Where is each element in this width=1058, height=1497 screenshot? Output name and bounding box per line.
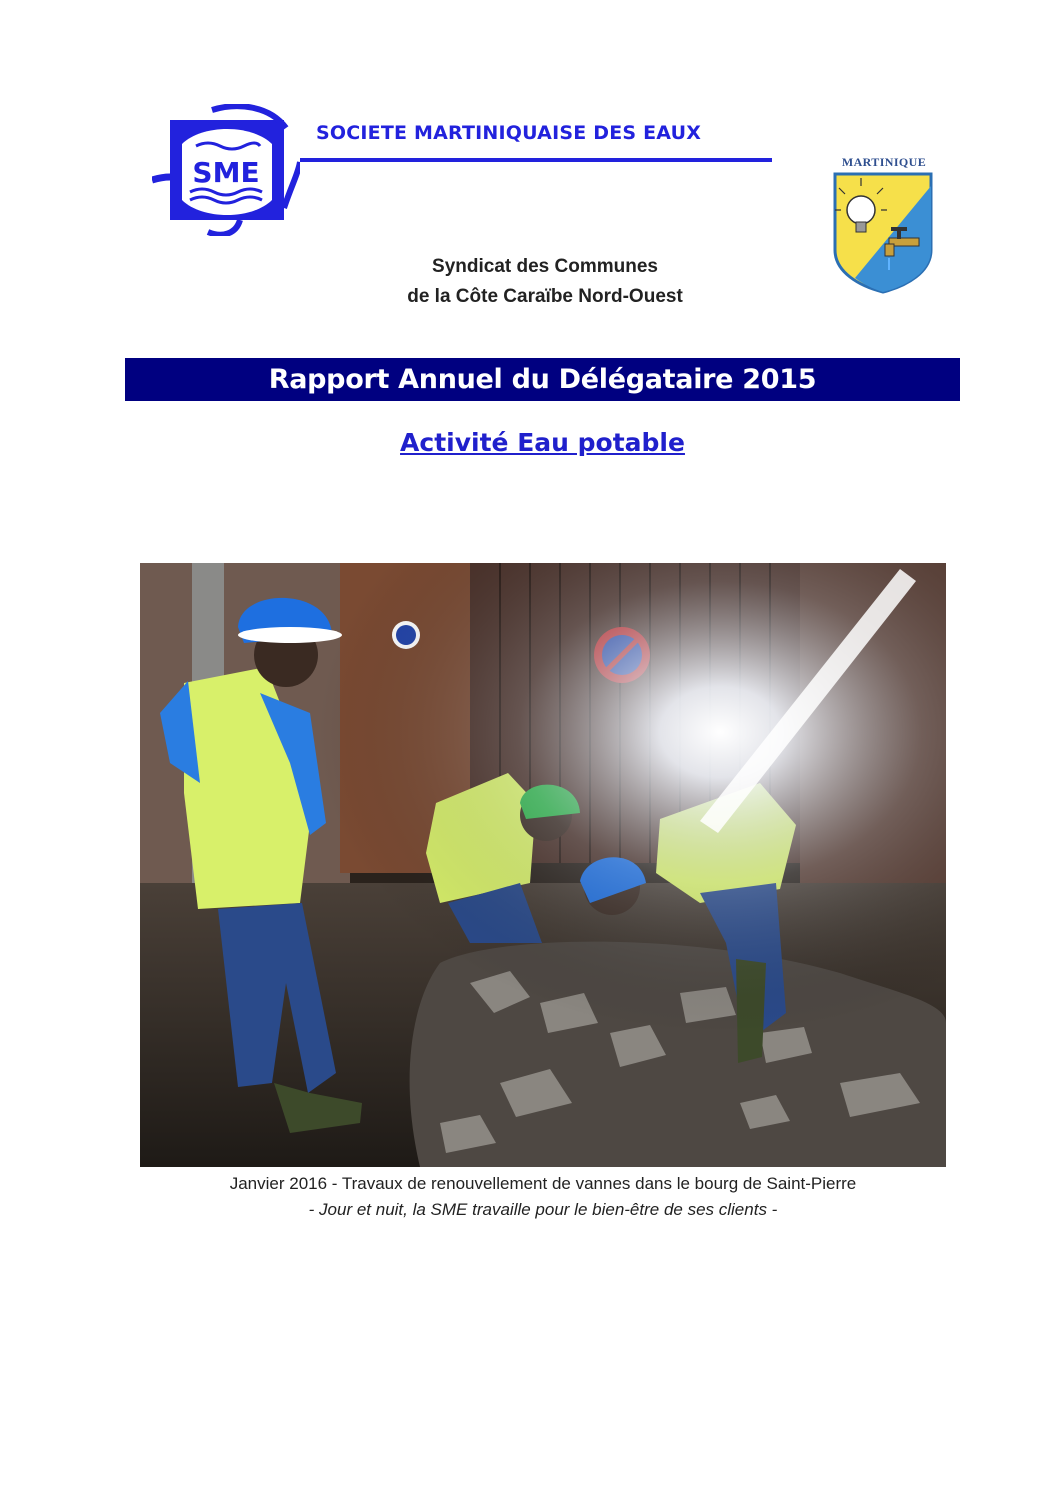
martinique-crest [833, 172, 933, 294]
title-bar [125, 358, 960, 401]
caption-line-2: - Jour et nuit, la SME travaille pour le bien-être de ses clients - [308, 1200, 778, 1219]
company-name: SOCIETE MARTINIQUAISE DES EAUX [316, 122, 702, 144]
worksite-photo [140, 563, 946, 1167]
syndicat-name [250, 252, 840, 312]
crest-label: MARTINIQUE [841, 155, 927, 169]
syndicat-line-1: Syndicat des Communes [432, 256, 658, 277]
sme-logo-text: SME [192, 156, 260, 189]
photo-caption [100, 1171, 986, 1223]
activity-subtitle: Activité Eau potable [400, 428, 685, 457]
report-title: Rapport Annuel du Délégataire 2015 [268, 364, 817, 395]
sme-logo [152, 104, 300, 236]
caption-line-1: Janvier 2016 - Travaux de renouvellement de vannes dans le bourg de Saint-Pierre [229, 1174, 857, 1193]
company-rule [300, 158, 772, 162]
syndicat-line-2: de la Côte Caraïbe Nord-Ouest [407, 286, 683, 307]
